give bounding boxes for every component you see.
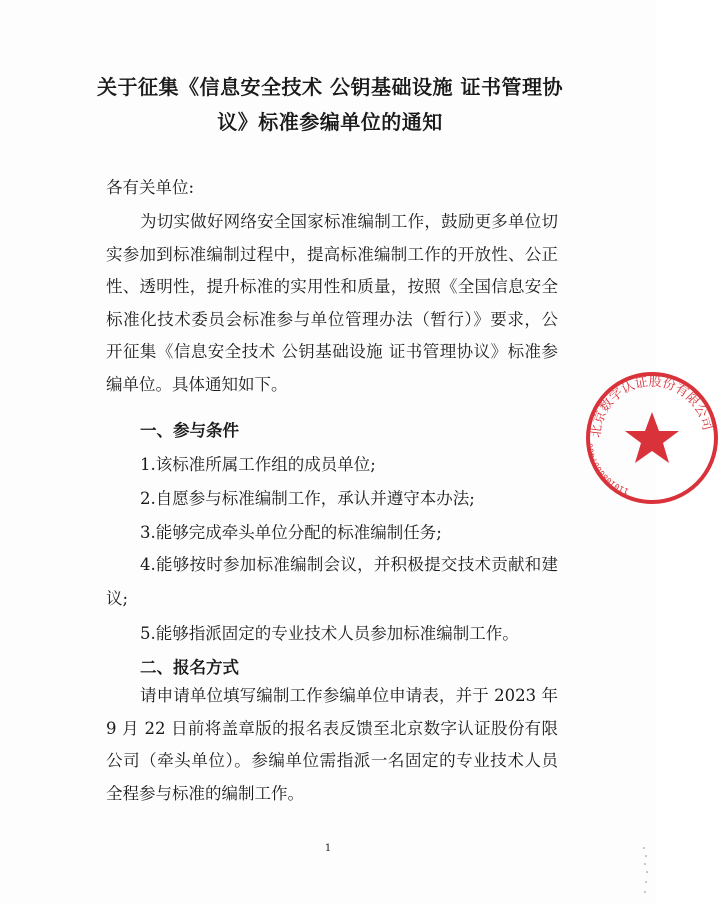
seal-code-text: 1101080007406: [585, 442, 631, 496]
page-number: 1: [324, 843, 332, 854]
registration-paragraph: 请申请单位填写编制工作参编单位申请表，并于 2023 年 9 月 22 日前将盖章版的报名表反馈至北京数字认证股份有限公司（牵头单位）。参编单位需指派一名固定的专业技术人员全程参与标准的编制工作。: [106, 686, 558, 803]
condition-item-1: 1.该标准所属工作组的成员单位;: [140, 455, 376, 474]
condition-item-2: 2.自愿参与标准编制工作，承认并遵守本办法;: [140, 489, 475, 508]
seal-star-icon: [625, 412, 679, 463]
salutation: 各有关单位:: [106, 178, 195, 197]
section-2-heading: 二、报名方式: [140, 658, 239, 677]
seal-name-text: 北京数字认证股份有限公司: [588, 374, 715, 439]
document-title: 关于征集《信息安全技术 公钥基础设施 证书管理协议》标准参编单位的通知: [97, 75, 563, 134]
official-seal: [582, 368, 722, 508]
intro-paragraph: 为切实做好网络安全国家标准编制工作，鼓励更多单位切实参加到标准编制过程中，提高标准编制工作的开放性、公正性、透明性，提升标准的实用性和质量，按照《全国信息安全标准化技术委员会标准参与单位管理办法（暂行）》要求，公开征集《信息安全技术 公钥基础设施 证书管理协议》标准参编单位。具体通知如下。: [106, 212, 558, 394]
section-1-heading: 一、参与条件: [140, 421, 239, 440]
condition-item-3: 3.能够完成牵头单位分配的标准编制任务;: [140, 523, 442, 542]
scan-artifact: [636, 840, 656, 900]
condition-item-4: 4.能够按时参加标准编制会议，并积极提交技术贡献和建议;: [106, 555, 558, 608]
condition-item-5: 5.能够指派固定的专业技术人员参加标准编制工作。: [140, 624, 519, 643]
